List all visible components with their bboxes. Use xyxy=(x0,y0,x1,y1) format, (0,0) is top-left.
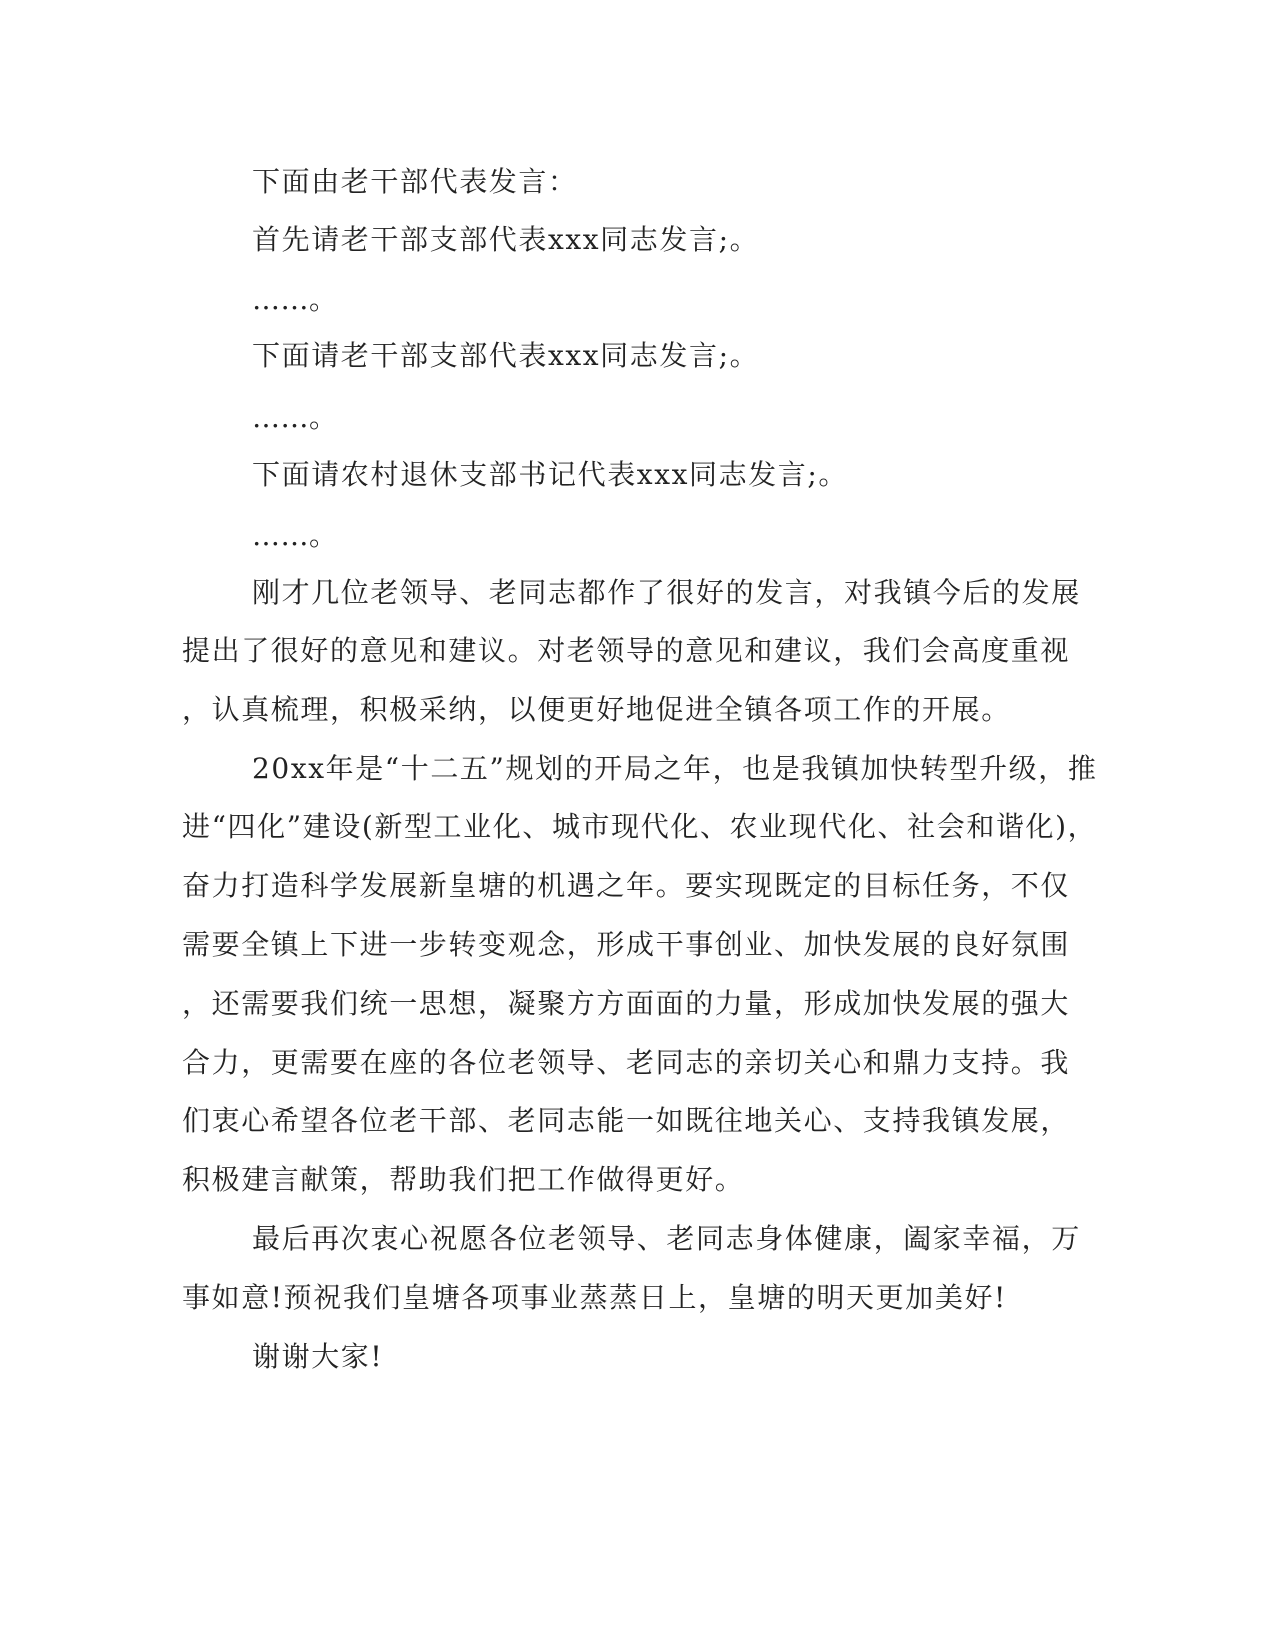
paragraph-1-line-2: 提出了很好的意见和建议。对老领导的意见和建议，我们会高度重视 xyxy=(182,634,1071,667)
paragraph-2-line-5: ，还需要我们统一思想，凝聚方方面面的力量，形成加快发展的强大 xyxy=(182,987,1071,1020)
speech-intro-line: 下面由老干部代表发言： xyxy=(252,165,578,198)
ellipsis-line-2: ……。 xyxy=(252,401,338,434)
speaker-3-line: 下面请农村退休支部书记代表xxx同志发言;。 xyxy=(252,458,849,491)
paragraph-2-line-1: 20xx年是“十二五”规划的开局之年，也是我镇加快转型升级，推 xyxy=(252,752,1098,785)
paragraph-2-line-4: 需要全镇上下进一步转变观念，形成干事创业、加快发展的良好氛围 xyxy=(182,928,1071,961)
paragraph-2-line-8: 积极建言献策，帮助我们把工作做得更好。 xyxy=(182,1163,745,1196)
ellipsis-line-1: ……。 xyxy=(252,283,338,316)
ellipsis-line-3: ……。 xyxy=(252,519,338,552)
paragraph-2-line-3: 奋力打造科学发展新皇塘的机遇之年。要实现既定的目标任务，不仅 xyxy=(182,869,1071,902)
paragraph-3-line-1: 最后再次衷心祝愿各位老领导、老同志身体健康，阖家幸福，万 xyxy=(252,1222,1081,1255)
paragraph-3-line-2: 事如意!预祝我们皇塘各项事业蒸蒸日上，皇塘的明天更加美好! xyxy=(182,1281,1007,1314)
paragraph-2-line-7: 们衷心希望各位老干部、老同志能一如既往地关心、支持我镇发展， xyxy=(182,1104,1071,1137)
paragraph-1-line-1: 刚才几位老领导、老同志都作了很好的发言，对我镇今后的发展 xyxy=(252,576,1081,609)
paragraph-2-line-2: 进“四化”建设(新型工业化、城市现代化、农业现代化、社会和谐化)， xyxy=(182,810,1098,843)
closing-thanks-line: 谢谢大家! xyxy=(252,1340,384,1373)
paragraph-2-line-6: 合力，更需要在座的各位老领导、老同志的亲切关心和鼎力支持。我 xyxy=(182,1046,1071,1079)
speaker-2-line: 下面请老干部支部代表xxx同志发言;。 xyxy=(252,339,760,372)
speaker-1-line: 首先请老干部支部代表xxx同志发言;。 xyxy=(252,223,760,256)
paragraph-1-line-3: ，认真梳理，积极采纳，以便更好地促进全镇各项工作的开展。 xyxy=(182,693,1011,726)
